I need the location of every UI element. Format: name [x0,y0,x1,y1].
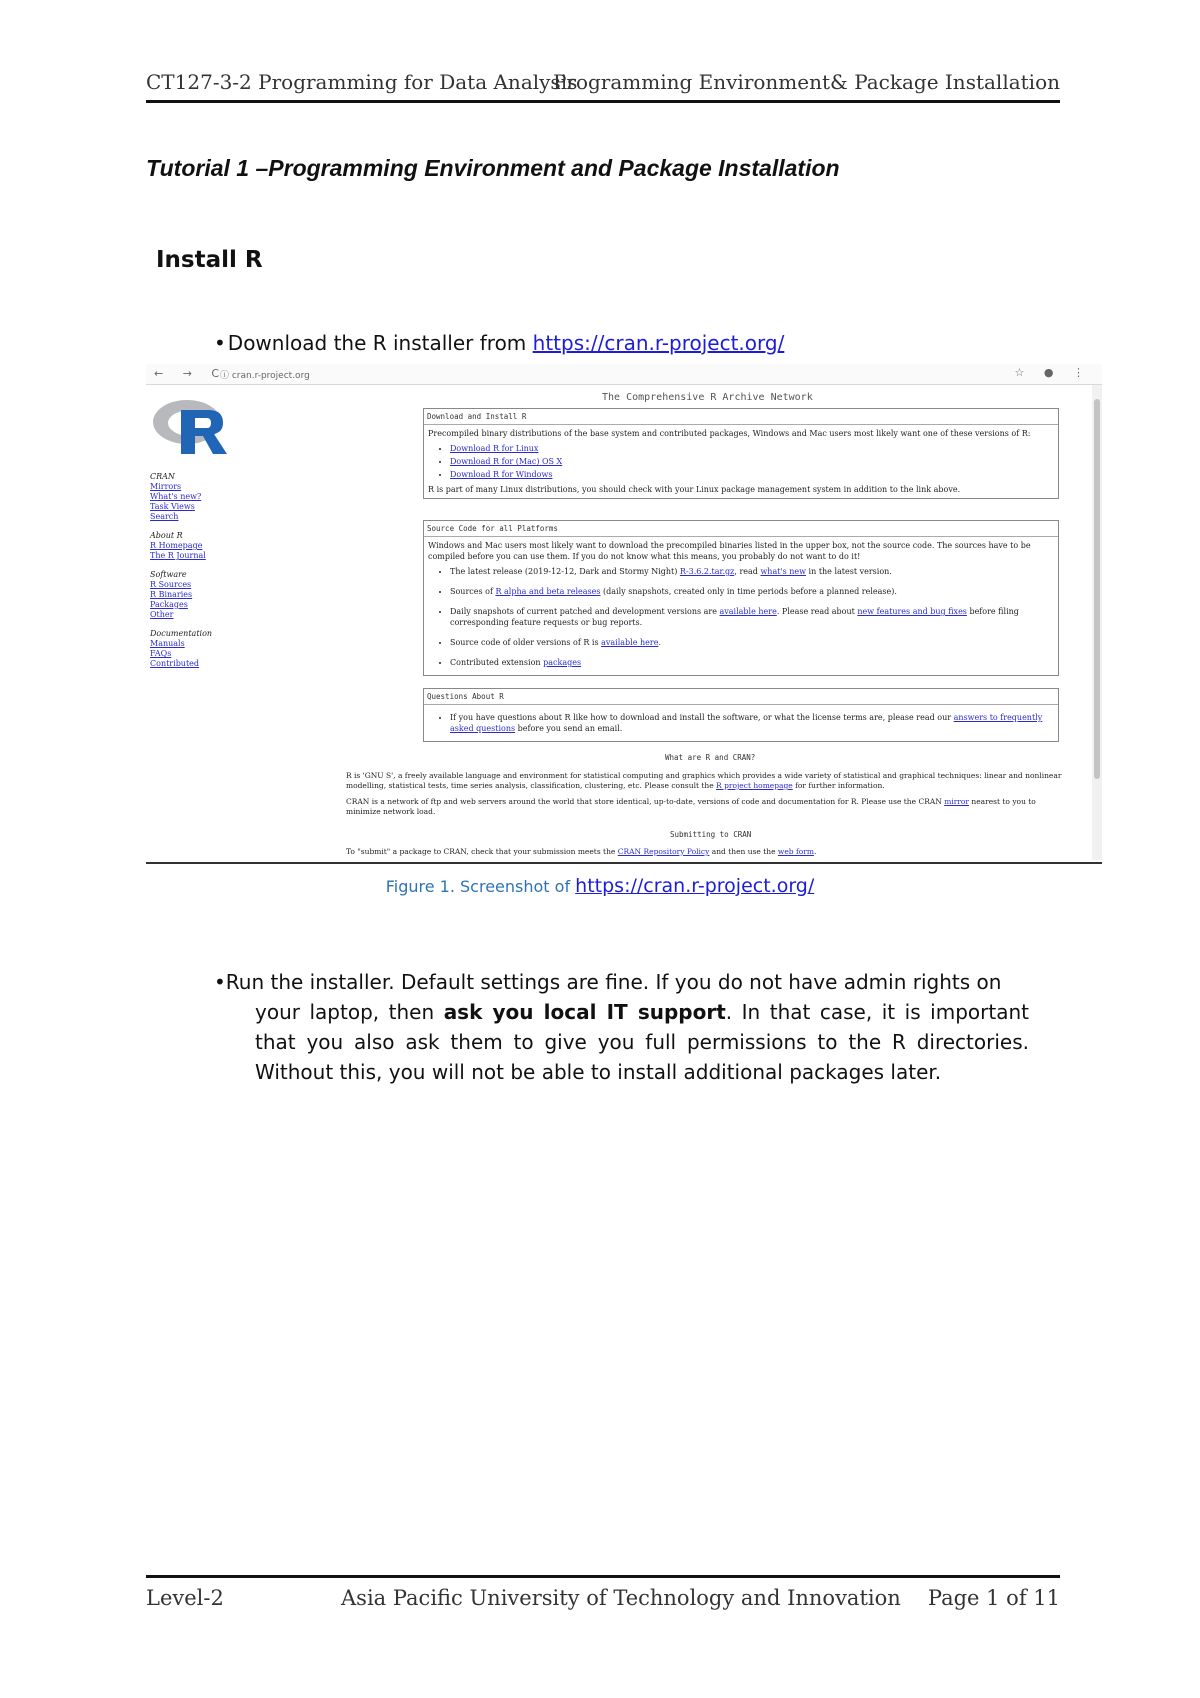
list-text: , read [734,567,761,576]
sidebar-link[interactable]: Mirrors [150,482,182,491]
para-text: CRAN is a network of ftp and web servers around the world that store identical, up-to-date, versions of code and documentation for R. Please use the CRAN [346,797,945,806]
sidebar-link[interactable]: What's new? [150,492,202,501]
para-text: . [813,847,817,856]
sidebar-group-software: Software [150,570,187,579]
cran-screenshot [146,364,1102,864]
para-text: and then use the [709,847,778,856]
sidebar-link[interactable]: Task Views [150,502,195,511]
repository-policy-link[interactable]: CRAN Repository Policy [617,847,710,856]
browser-nav-icons: ← → C [154,367,228,380]
para-text: To "submit" a package to CRAN, check that your submission meets the [346,847,618,856]
bullet-run-text-1: Run the installer. Default settings are fine. If you do not have admin rights on [225,970,1002,994]
download-windows-link[interactable]: Download R for Windows [450,470,553,479]
sidebar-group-about: About R [150,531,183,540]
bullet-run-text-2: your laptop, then [255,1000,444,1024]
cran-link[interactable]: https://cran.r-project.org/ [532,331,785,355]
bullet-dot: • [214,970,226,994]
list-text: If you have questions about R like how to download and install the software, or what the license terms are, please read our [450,713,954,722]
sidebar-link[interactable]: Manuals [150,639,185,648]
browser-url: ⓘ cran.r-project.org [220,371,310,381]
bullet-download [214,328,784,358]
section-heading: Install R [156,247,263,273]
sidebar-link[interactable]: FAQs [150,649,172,658]
whats-new-link[interactable]: what's new [760,567,807,576]
source-box-intro: Windows and Mac users most likely want to download the precompiled binaries listed in the upper box, not the source code. The sources have to be compiled before you can use them. If you do not know what this means, you probably do not want to do it! [428,541,1031,561]
packages-link[interactable]: packages [543,658,582,667]
download-box [423,408,1059,499]
alpha-beta-link[interactable]: R alpha and beta releases [495,587,601,596]
document-title: Tutorial 1 –Programming Environment and Package Installation [146,155,840,181]
para-r-description [346,771,1066,791]
older-versions-link[interactable]: available here [601,638,659,647]
r-logo-icon [151,396,231,458]
download-linux-link[interactable]: Download R for Linux [450,444,539,453]
list-text: (daily snapshots, created only in time periods before a planned release). [600,587,897,596]
sidebar-group-documentation: Documentation [150,629,213,638]
list-text: in the latest version. [806,567,892,576]
list-text: Daily snapshots of current patched and development versions are [450,607,720,616]
caption-text: Figure 1. Screenshot of [385,877,576,896]
page-footer [146,1575,1060,1614]
sidebar-group-cran: CRAN [150,472,175,481]
download-mac-link[interactable]: Download R for (Mac) OS X [450,457,563,466]
browser-tool-icons: ☆ ● ⋮ [1014,366,1092,379]
sidebar-link[interactable]: Contributed [150,659,200,668]
cran-page-title: The Comprehensive R Archive Network [602,392,813,403]
list-text: . Please read about [776,607,858,616]
header-course: CT127-3-2 Programming for Data Analysis [146,70,578,94]
sidebar-link[interactable]: R Binaries [150,590,193,599]
r-homepage-link[interactable]: R project homepage [716,781,793,790]
page-header [146,70,1060,103]
source-box [423,520,1059,676]
para-text: R is 'GNU S', a freely available language and environment for statistical computing and graphics which provides a wide variety of statistical and graphical techniques: linear and nonlinear modelling, statistical tests, time series analysis, classification, clustering, etc. Please consult the [346,771,1062,790]
source-box-heading: Source Code for all Platforms [424,521,1058,537]
footer-page-number: Page 1 of 11 [927,1586,1060,1610]
scrollbar[interactable] [1092,385,1102,860]
sidebar-link[interactable]: Packages [150,600,188,609]
questions-box-heading: Questions About R [424,689,1058,705]
para-cran-description [346,797,1066,817]
list-text: Sources of [450,587,496,596]
header-topic: Programming Environment& Package Installation [552,70,1060,94]
list-text: before filing corresponding feature requests or bug reports. [450,607,1019,627]
footer-level: Level-2 [146,1586,224,1610]
list-text: Contributed extension [450,658,544,667]
para-text: nearest to you to minimize network load. [346,797,1036,816]
list-text: Source code of older versions of R is [450,638,602,647]
bullet-run-bold: ask you local IT support [443,1000,726,1024]
mirror-link[interactable]: mirror [944,797,970,806]
faq-link[interactable]: answers to frequently asked questions [450,713,1043,733]
bullet-run-text-3: . In that case, it is important that you also ask them to give you full permissions to the R directories. Without this, you will not be able to install additional packages later. [255,1000,1029,1084]
browser-toolbar [146,364,1102,385]
submitting-heading: Submitting to CRAN [670,830,752,839]
questions-box [423,688,1059,742]
download-box-note: R is part of many Linux distributions, you should check with your Linux package management system in addition to the link above. [428,485,961,494]
para-text: for further information. [792,781,885,790]
footer-university: Asia Pacific University of Technology and Innovation [341,1586,901,1610]
features-link[interactable]: new features and bug fixes [857,607,967,616]
snapshots-link[interactable]: available here [719,607,777,616]
source-tarball-link[interactable]: R-3.6.2.tar.gz [679,567,735,576]
sidebar-link[interactable]: The R Journal [150,551,206,560]
sidebar-link[interactable]: Search [150,512,179,521]
scrollbar-thumb[interactable] [1094,399,1100,779]
para-submit [346,847,1066,857]
figure-caption [0,875,1200,897]
bullet-run-installer [214,967,1029,1087]
download-box-heading: Download and Install R [424,409,1058,425]
caption-link[interactable]: https://cran.r-project.org/ [575,875,815,897]
list-text: before you send an email. [515,724,623,733]
sidebar-link[interactable]: R Homepage [150,541,203,550]
web-form-link[interactable]: web form [777,847,814,856]
cran-sidebar [150,472,212,669]
what-are-r-heading: What are R and CRAN? [665,753,756,762]
list-text: . [658,638,662,647]
bullet-dot: • [214,331,226,355]
list-text: The latest release (2019-12-12, Dark and Stormy Night) [450,567,680,576]
sidebar-link[interactable]: R Sources [150,580,192,589]
bullet-download-text: Download the R installer from [227,331,533,355]
sidebar-link[interactable]: Other [150,610,174,619]
download-box-intro: Precompiled binary distributions of the base system and contributed packages, Windows and Mac users most likely want one of these versions of R: [428,429,1031,438]
